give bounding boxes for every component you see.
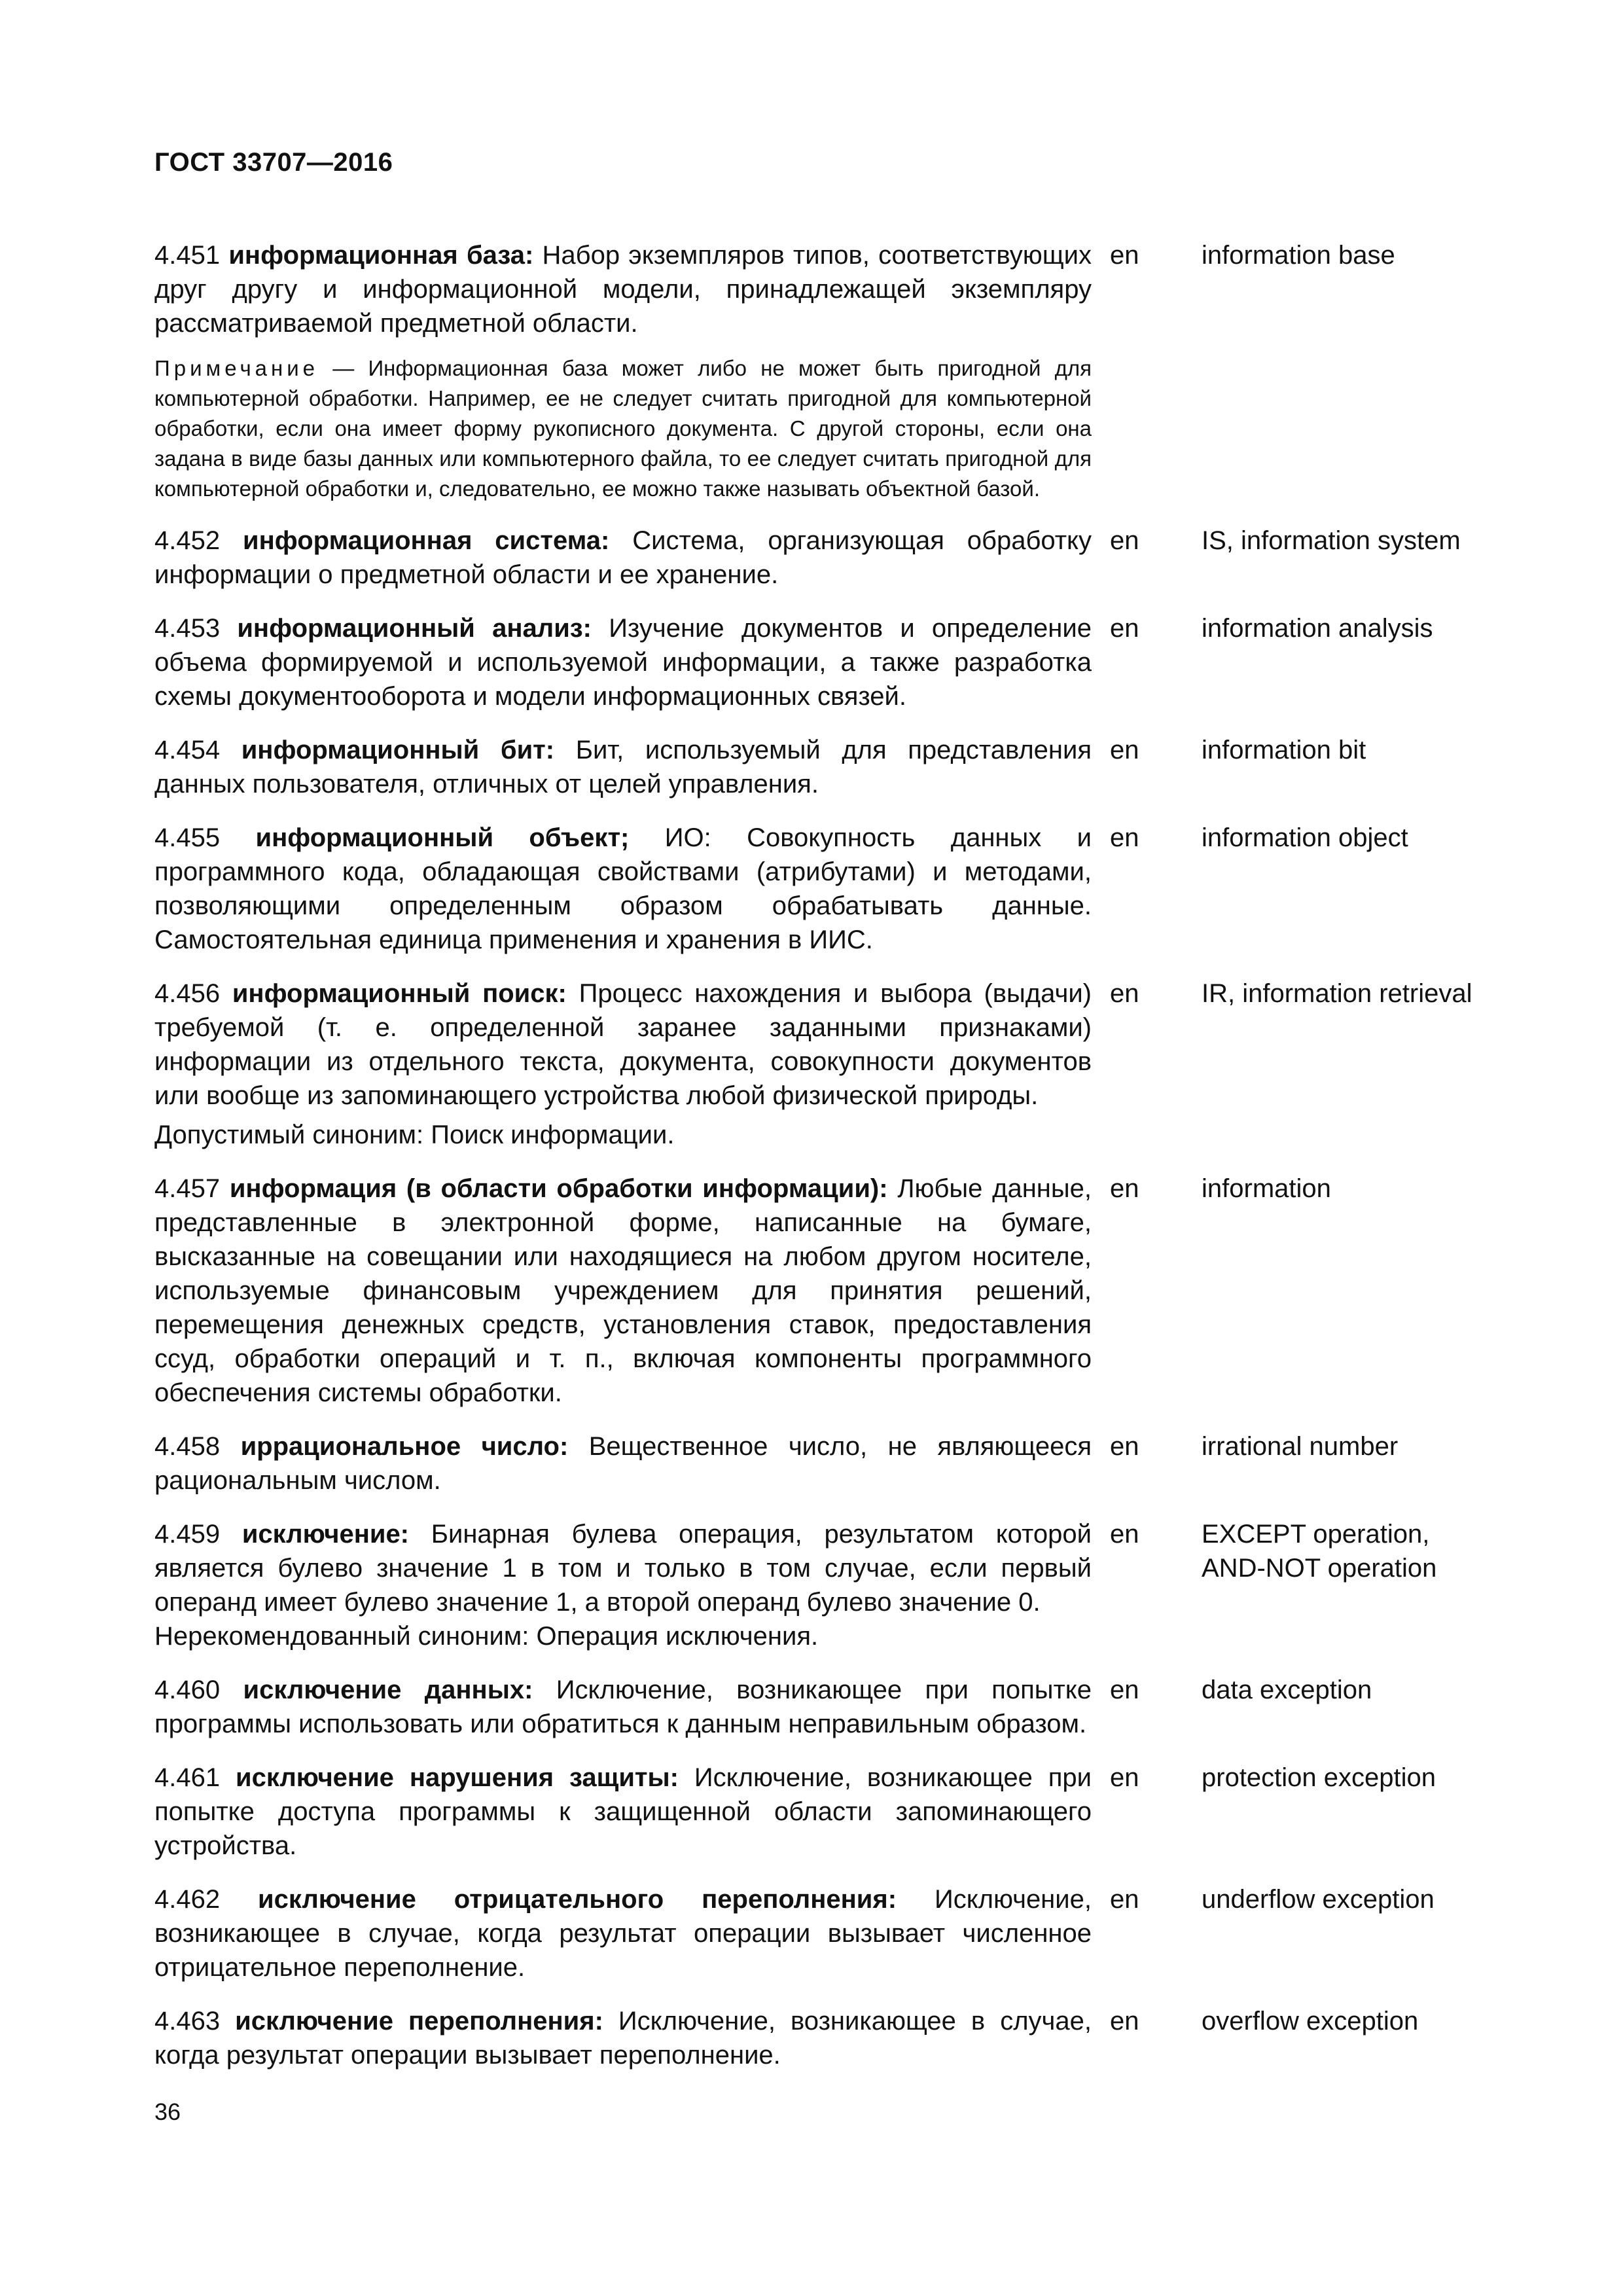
term-definition: Исключение, возникающее при попытке программы использовать или обратиться к данным неправильным образом. [154, 1676, 1092, 1738]
entry-text [154, 977, 1092, 1152]
language-code: en [1110, 823, 1139, 852]
language-code: en [1110, 1885, 1139, 1914]
entry-number: 4.454 [154, 736, 221, 764]
entry-number: 4.461 [154, 1763, 221, 1792]
entry-text [154, 1517, 1092, 1653]
term-entry [154, 1673, 1483, 1741]
term-entry [154, 1761, 1483, 1863]
term-name: информационная система: [243, 526, 610, 555]
term-name: информационный бит: [241, 736, 555, 764]
english-term: EXCEPT operation, AND-NOT operation [1202, 1520, 1437, 1583]
entry-number: 4.458 [154, 1432, 221, 1461]
entry-number: 4.459 [154, 1520, 221, 1549]
entry-number: 4.456 [154, 979, 221, 1008]
english-term: information object [1202, 823, 1408, 852]
term-entries [154, 238, 1483, 2092]
term-name: информационный поиск: [232, 979, 567, 1008]
term-entry [154, 1882, 1483, 1984]
language-code: en [1110, 614, 1139, 643]
term-name: исключение: [241, 1520, 410, 1549]
language-code: en [1110, 1676, 1139, 1704]
entry-text [154, 1882, 1092, 1984]
term-definition: ИО: Совокупность данных и программного кода, обладающая свойствами (атрибутами) и методами, позволяющими определенным образом обрабатывать данные. Самостоятельная единица применения и хранения в ИИС. [154, 823, 1092, 954]
term-definition: Вещественное число, не являющееся рациональным числом. [154, 1432, 1092, 1495]
english-term: information [1202, 1174, 1331, 1203]
term-definition: Исключение, возникающее в случае, когда результат операции вызывает численное отрицательное переполнение. [154, 1885, 1092, 1982]
page-number: 36 [154, 2098, 181, 2125]
term-name: исключение нарушения защиты: [236, 1763, 679, 1792]
term-entry [154, 611, 1483, 713]
english-term: data exception [1202, 1676, 1372, 1704]
entry-text [154, 1429, 1092, 1498]
term-entry [154, 977, 1483, 1152]
entry-number: 4.463 [154, 2007, 221, 2036]
term-entry [154, 2004, 1483, 2072]
entry-number: 4.460 [154, 1676, 221, 1704]
entry-text [154, 821, 1092, 957]
term-entry [154, 238, 1483, 504]
entry-text [154, 524, 1092, 592]
entry-text [154, 1172, 1092, 1410]
language-code: en [1110, 526, 1139, 555]
term-name: иррациональное число: [240, 1432, 569, 1461]
english-term: information bit [1202, 736, 1366, 764]
english-term: irrational number [1202, 1432, 1399, 1461]
term-synonym: Допустимый синоним: Поиск информации. [154, 1121, 675, 1149]
term-entry [154, 1517, 1483, 1653]
term-definition: Система, организующая обработку информации о предметной области и ее хранение. [154, 526, 1092, 589]
english-term: information analysis [1202, 614, 1433, 643]
entry-number: 4.462 [154, 1885, 221, 1914]
entry-number: 4.451 [154, 241, 221, 270]
entry-text [154, 238, 1092, 504]
language-code: en [1110, 241, 1139, 270]
term-name: информационный объект; [255, 823, 630, 852]
note-text: — Информационная база может либо не может быть пригодной для компьютерной обработки. Например, ее не следует считать пригодной для компьютерной обработки, если она имеет форму рукописного документа. С другой стороны, если она задана в виде базы данных или компьютерного файла, то ее следует считать пригодной для компьютерной обработки и, следовательно, ее можно также называть объектной базой. [154, 356, 1092, 501]
term-name: исключение переполнения: [235, 2007, 603, 2036]
term-definition: Исключение, возникающее в случае, когда результат операции вызывает переполнение. [154, 2007, 1092, 2070]
english-term: IS, information system [1202, 526, 1461, 555]
language-code: en [1110, 1520, 1139, 1549]
term-name: исключение отрицательного переполнения: [258, 1885, 897, 1914]
term-entry [154, 1429, 1483, 1498]
english-term: IR, information retrieval [1202, 979, 1472, 1008]
term-name: информация (в области обработки информации): [229, 1174, 888, 1203]
term-name: информационный анализ: [237, 614, 592, 643]
term-synonym: Нерекомендованный синоним: Операция исключения. [154, 1622, 819, 1651]
term-definition: Изучение документов и определение объема формируемой и используемой информации, а также разработка схемы документооборота и модели информационных связей. [154, 614, 1092, 711]
language-code: en [1110, 1763, 1139, 1792]
term-name: информационная база: [228, 241, 534, 270]
language-code: en [1110, 736, 1139, 764]
entry-number: 4.452 [154, 526, 221, 555]
term-entry [154, 1172, 1483, 1410]
term-definition: Набор экземпляров типов, соответствующих друг другу и информационной модели, принадлежащей экземпляру рассматриваемой предметной области. [154, 241, 1092, 338]
document-header: ГОСТ 33707—2016 [154, 148, 393, 177]
term-entry [154, 524, 1483, 592]
entry-text [154, 611, 1092, 713]
term-name: исключение данных: [243, 1676, 533, 1704]
entry-text [154, 2004, 1092, 2072]
entry-note [154, 353, 1092, 504]
entry-number: 4.457 [154, 1174, 221, 1203]
entry-number: 4.455 [154, 823, 221, 852]
entry-text [154, 1673, 1092, 1741]
english-term: underflow exception [1202, 1885, 1435, 1914]
term-definition: Любые данные, представленные в электронной форме, написанные на бумаге, высказанные на совещании или находящиеся на любом другом носителе, используемые финансовым учреждением для принятия решений, перемещения денежных средств, установления ставок, предоставления ссуд, обработки операций и т. п., включая компоненты программного обеспечения системы обработки. [154, 1174, 1092, 1407]
english-term: overflow exception [1202, 2007, 1419, 2036]
entry-number: 4.453 [154, 614, 221, 643]
entry-text [154, 733, 1092, 801]
note-label: Примечание [154, 356, 319, 380]
english-term: protection exception [1202, 1763, 1436, 1792]
term-entry [154, 733, 1483, 801]
term-definition: Бинарная булева операция, результатом которой является булево значение 1 в том и только в том случае, если первый операнд имеет булево значение 1, а второй операнд булево значение 0. [154, 1520, 1092, 1617]
english-term: information base [1202, 241, 1395, 270]
language-code: en [1110, 1432, 1139, 1461]
term-definition: Бит, используемый для представления данных пользователя, отличных от целей управления. [154, 736, 1092, 798]
entry-text [154, 1761, 1092, 1863]
term-definition: Исключение, возникающее при попытке доступа программы к защищенной области запоминающего устройства. [154, 1763, 1092, 1860]
language-code: en [1110, 1174, 1139, 1203]
term-entry [154, 821, 1483, 957]
term-definition: Процесс нахождения и выбора (выдачи) требуемой (т. е. определенной заранее заданными признаками) информации из отдельного текста, документа, совокупности документов или вообще из запоминающего устройства любой физической природы. [154, 979, 1092, 1110]
language-code: en [1110, 979, 1139, 1008]
language-code: en [1110, 2007, 1139, 2036]
